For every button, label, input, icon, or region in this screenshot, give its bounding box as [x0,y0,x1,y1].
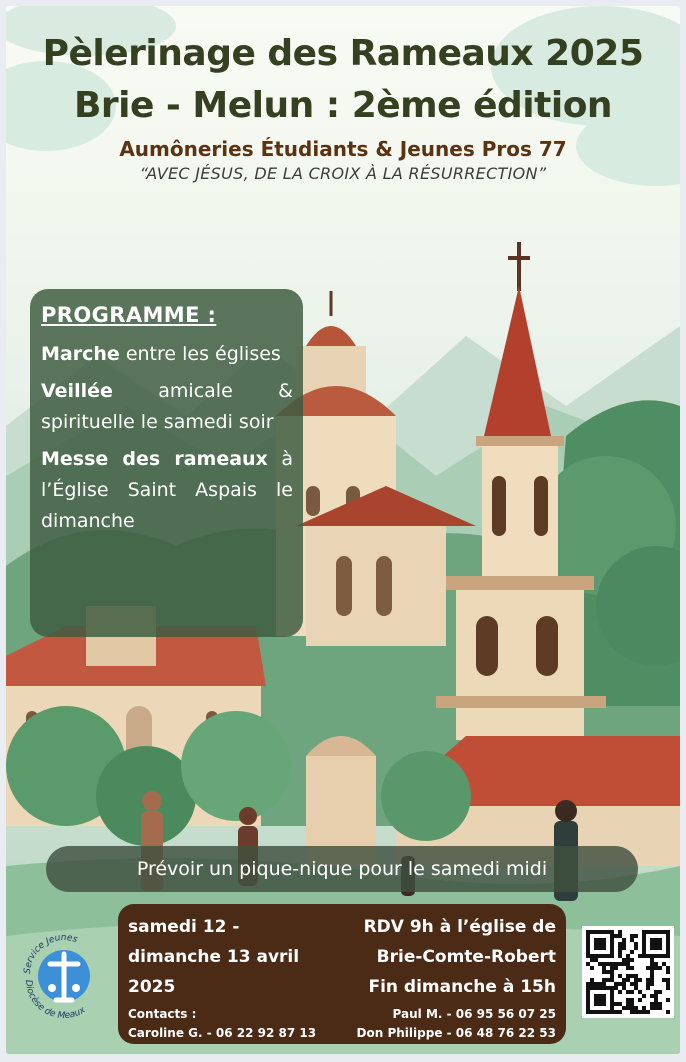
poster [6,6,680,1054]
contact-paul: Paul M. - 06 95 56 07 25 [392,1007,556,1021]
poster-title-line1: Pèlerinage des Rameaux 2025 [42,33,644,74]
programme-heading: PROGRAMME : [41,303,217,327]
contact-caroline: Caroline G. - 06 22 92 87 13 [128,1026,317,1040]
programme-item-messe: Messe des rameaux à l’Église Saint Aspais le dimanche [41,448,293,532]
svg-text:Diocèse de Meaux: Diocèse de Meaux [22,979,88,1020]
contacts-left [128,1005,316,1043]
info-box [118,904,566,1044]
programme-item-veillee: Veillée amicale & spirituelle le samedi soir [41,380,293,433]
programme-box [30,289,303,637]
programme-item-marche: Marche entre les églises [41,343,281,365]
event-dates: samedi 12 - dimanche 13 avril 2025 [128,917,300,997]
contact-philippe: Don Philippe - 06 48 76 22 53 [356,1026,556,1040]
svg-text:Service Jeunes: Service Jeunes [22,932,79,975]
service-jeunes-logo [16,924,112,1020]
contacts-label: Contacts : [128,1007,197,1021]
header [6,28,680,183]
organizer-subtitle: Aumôneries Étudiants & Jeunes Pros 77 [119,137,567,161]
qr-code[interactable] [582,926,674,1018]
poster-title-line2: Brie - Melun : 2ème édition [73,85,613,126]
theme-tagline: “AVEC JÉSUS, DE LA CROIX À LA RÉSURRECTION” [139,164,547,183]
meeting-point: RDV 9h à l’église de Brie-Comte-Robert Fin dimanche à 15h [363,917,556,997]
contacts-right [357,1005,556,1043]
picnic-notice: Prévoir un pique-nique pour le samedi midi [46,846,638,892]
